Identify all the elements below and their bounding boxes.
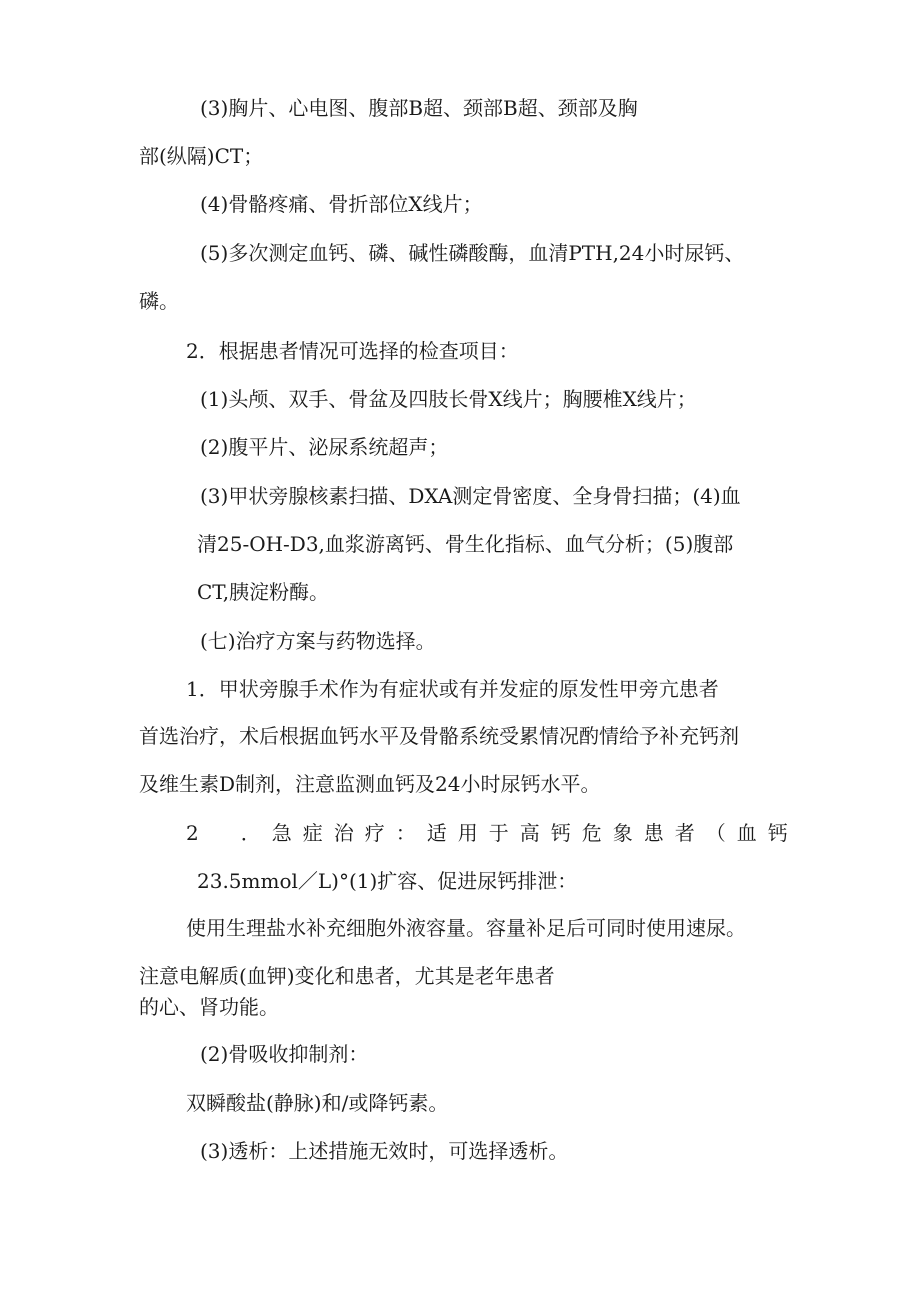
- text-line: (1)头颅、双手、骨盆及四肢长骨X线片；胸腰椎X线片；: [200, 387, 697, 411]
- text-line: 及维生素D制剂，注意监测血钙及24小时尿钙水平。: [139, 772, 601, 796]
- text-line: (3)甲状旁腺核素扫描、DXA测定骨密度、全身骨扫描；(4)血: [200, 484, 741, 508]
- section-heading: 2．根据患者情况可选择的检查项目：: [186, 339, 519, 363]
- text-line: (4)骨骼疼痛、骨折部位X线片；: [200, 192, 483, 216]
- section-heading: (七)治疗方案与药物选择。: [200, 629, 436, 653]
- text-line: 磷。: [139, 289, 179, 313]
- text-line: 注意电解质(血钾)变化和患者，尤其是老年患者: [139, 964, 555, 988]
- text-line: 部(纵隔)CT；: [139, 144, 264, 168]
- text-line: 首选治疗，术后根据血钙水平及骨骼系统受累情况酌情给予补充钙剂: [139, 724, 739, 748]
- text-line: 2 ．急症治疗：适用于高钙危象患者（血钙: [186, 821, 799, 845]
- text-line: (5)多次测定血钙、磷、碱性磷酸酶，血清PTH,24小时尿钙、: [200, 241, 745, 265]
- text-line: CT,胰淀粉酶。: [197, 580, 330, 604]
- text-line: (2)骨吸收抑制剂：: [200, 1042, 369, 1066]
- text-line: 清25-OH-D3,血浆游离钙、骨生化指标、血气分析；(5)腹部: [197, 532, 734, 556]
- text-line: 23.5mmol／L)°(1)扩容、促进尿钙排泄：: [197, 869, 578, 893]
- text-line: (3)胸片、心电图、腹部B超、颈部B超、颈部及胸: [200, 96, 638, 120]
- text-line: 双瞬酸盐(静脉)和/或降钙素。: [186, 1091, 449, 1115]
- text-line: (3)透析：上述措施无效时，可选择透析。: [200, 1139, 569, 1163]
- text-line: 1．甲状旁腺手术作为有症状或有并发症的原发性甲旁亢患者: [186, 677, 719, 701]
- text-line: 的心、肾功能。: [139, 995, 279, 1019]
- text-line: (2)腹平片、泌尿系统超声；: [200, 435, 449, 459]
- text-line: 使用生理盐水补充细胞外液容量。容量补足后可同时使用速尿。: [186, 916, 746, 940]
